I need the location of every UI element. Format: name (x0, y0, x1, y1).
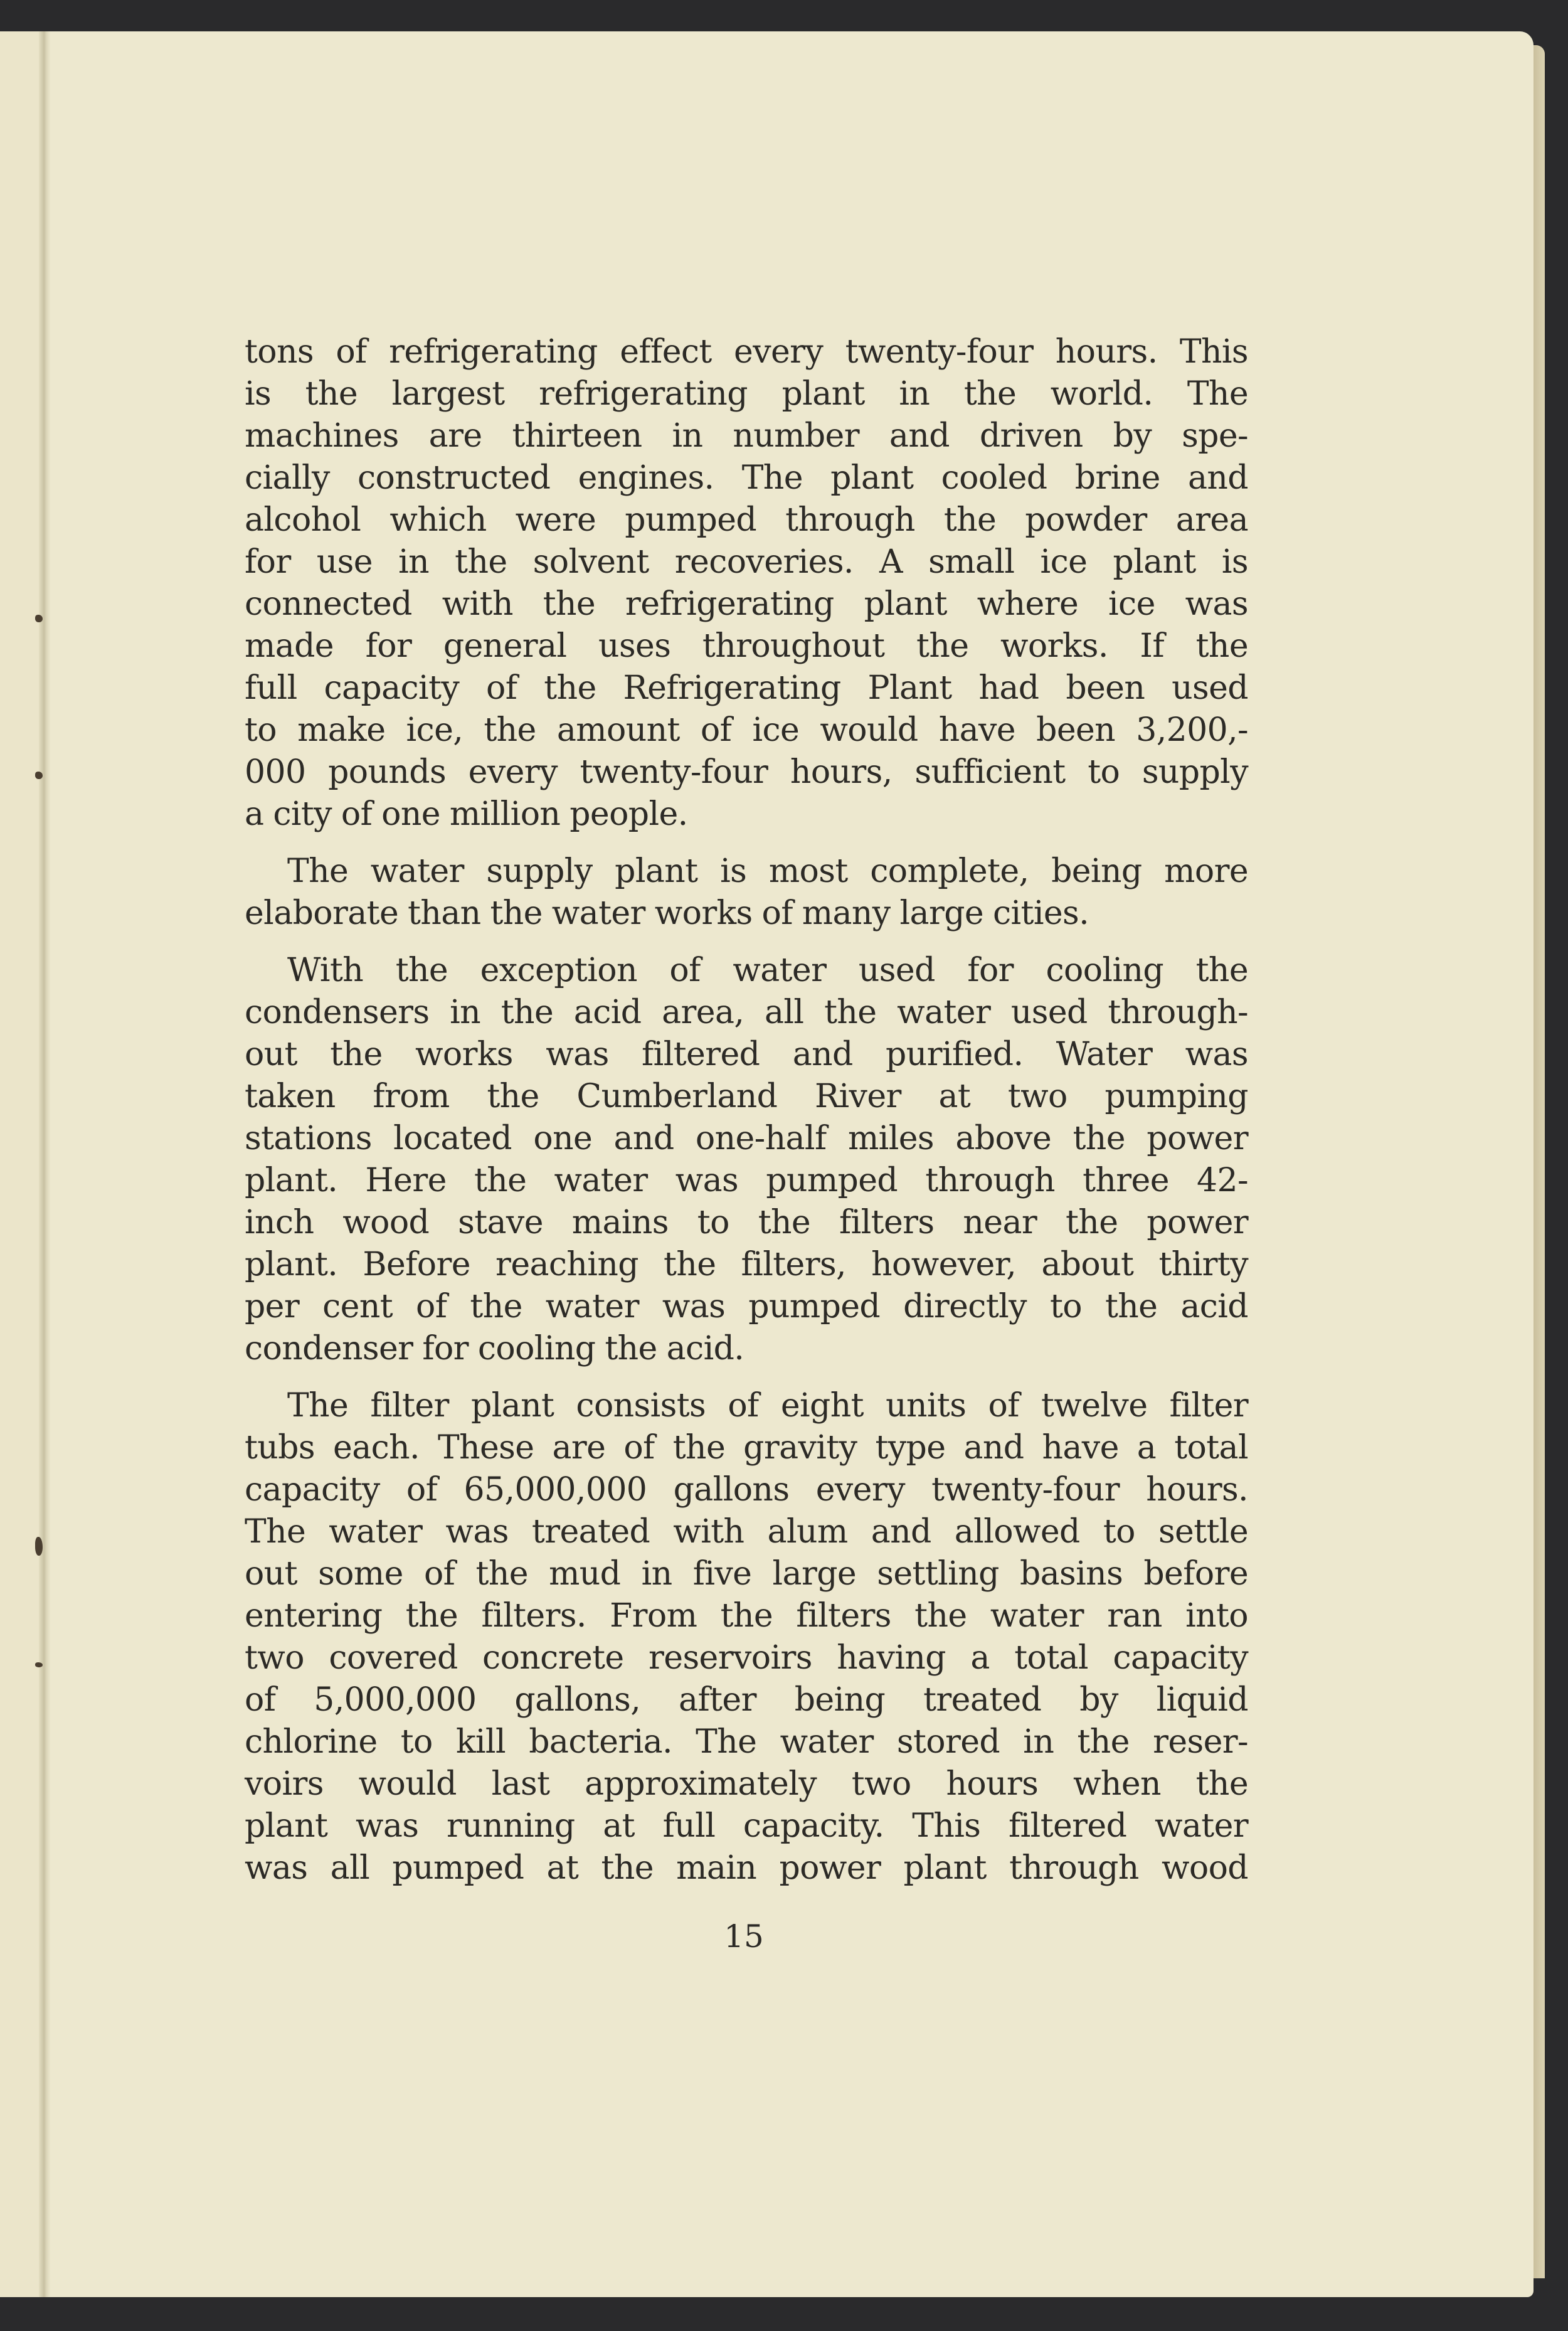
text-line: of 5,000,000 gallons, after being treated by liquid (245, 1681, 1248, 1719)
text-line: tons of refrigerating effect every twenty-four hours. This (245, 333, 1248, 371)
text-line: entering the filters. From the filters the water ran into (245, 1597, 1248, 1635)
page-fore-edge (1534, 45, 1545, 2278)
paragraph-refrigerating-plant (245, 331, 1248, 836)
text-line: for use in the solvent recoveries. A small ice plant is (245, 543, 1248, 581)
text-line: out some of the mud in five large settling basins before (245, 1555, 1248, 1593)
text-line: is the largest refrigerating plant in the world. The (245, 375, 1248, 413)
facing-page-edge (0, 31, 39, 2297)
text-line: alcohol which were pumped through the powder area (245, 501, 1248, 539)
text-line: a city of one million people. (245, 795, 688, 833)
paragraph-water-supply (245, 851, 1248, 935)
text-line: The water was treated with alum and allowed to settle (245, 1513, 1248, 1551)
text-line: capacity of 65,000,000 gallons every twenty-four hours. (245, 1471, 1248, 1509)
text-line: per cent of the water was pumped directly to the acid (245, 1288, 1248, 1325)
text-line: was all pumped at the main power plant through wood (245, 1849, 1248, 1887)
text-line: condensers in the acid area, all the water used through- (245, 994, 1248, 1031)
paragraph-water-filtration (245, 950, 1248, 1370)
binding-gutter (39, 31, 50, 2297)
binding-stitch-mark (35, 615, 43, 622)
text-line: full capacity of the Refrigerating Plant had been used (245, 669, 1248, 707)
page-number-label: 15 (724, 1918, 764, 1955)
text-line: plant. Here the water was pumped through three 42- (245, 1162, 1248, 1199)
text-line: machines are thirteen in number and driven by spe- (245, 417, 1248, 455)
text-line: plant was running at full capacity. This filtered water (245, 1807, 1248, 1845)
text-line: stations located one and one-half miles above the power (245, 1120, 1248, 1157)
text-line: plant. Before reaching the filters, however, about thirty (245, 1246, 1248, 1283)
body-text (245, 331, 1248, 1889)
text-line: connected with the refrigerating plant where ice was (245, 585, 1248, 623)
text-line: cially constructed engines. The plant cooled brine and (245, 459, 1248, 497)
text-line: made for general uses throughout the works. If the (245, 627, 1248, 665)
text-line: elaborate than the water works of many large cities. (245, 895, 1089, 932)
text-line: to make ice, the amount of ice would have been 3,200,- (245, 711, 1248, 749)
text-line: tubs each. These are of the gravity type and have a total (245, 1429, 1248, 1467)
text-line: voirs would last approximately two hours when the (245, 1765, 1248, 1803)
text-line: taken from the Cumberland River at two pumping (245, 1078, 1248, 1115)
text-line: 000 pounds every twenty-four hours, sufficient to supply (245, 753, 1248, 791)
text-line: condenser for cooling the acid. (245, 1330, 744, 1367)
text-line: The water supply plant is most complete, being more (287, 852, 1248, 890)
text-line: out the works was filtered and purified. Water was (245, 1036, 1248, 1073)
binding-stitch-mark (35, 1662, 43, 1667)
text-line: The filter plant consists of eight units of twelve filter (287, 1387, 1248, 1425)
text-line: With the exception of water used for cooling the (287, 952, 1248, 989)
text-line: two covered concrete reservoirs having a total capacity (245, 1639, 1248, 1677)
book-page (0, 31, 1534, 2297)
text-line: inch wood stave mains to the filters near the power (245, 1204, 1248, 1241)
page-number (0, 1918, 1499, 1955)
paragraph-filter-plant (245, 1385, 1248, 1889)
binding-stitch-mark (35, 1537, 43, 1556)
binding-stitch-mark (35, 772, 43, 779)
text-line: chlorine to kill bacteria. The water stored in the reser- (245, 1723, 1248, 1761)
